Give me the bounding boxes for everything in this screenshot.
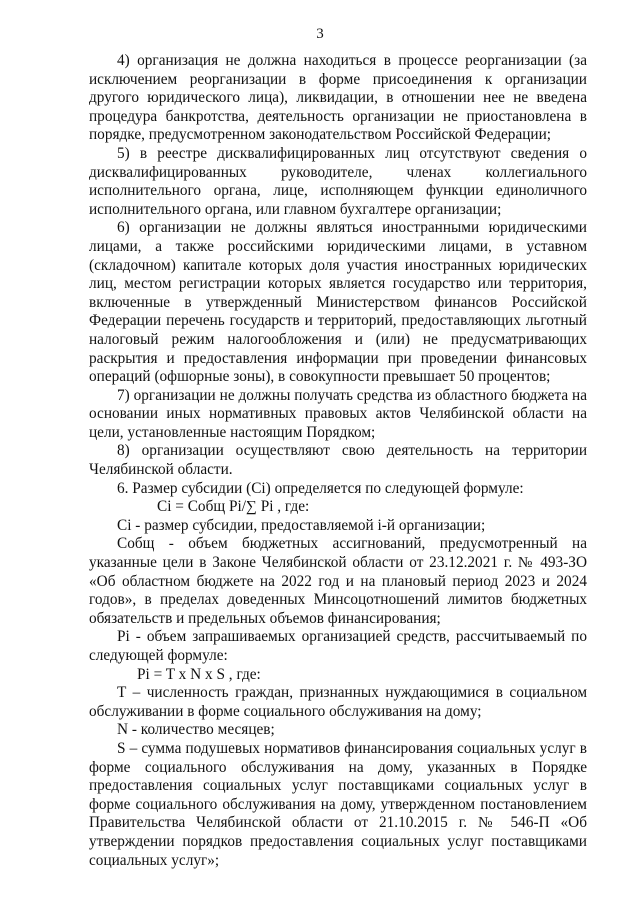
paragraph-condition-7: 7) организации не должны получать средства из областного бюджета на основании иных нормативных правовых актов Челябинской области на цели, установленные настоящим Порядком; <box>89 386 587 441</box>
paragraph-subsidy-size: 6. Размер субсидии (Ci) определяется по следующей формуле: <box>117 479 524 497</box>
page-number: 3 <box>316 26 324 42</box>
formula-subsidy: Ci = Cобщ Pi/∑ Pi , где: <box>157 498 310 516</box>
paragraph-condition-8: 8) организации осуществляют свою деятельность на территории Челябинской области. <box>89 442 587 479</box>
document-body <box>89 52 587 870</box>
definition-pi: Pi - объем запрашиваемых организацией средств, рассчитываемый по следующей формуле: <box>89 628 587 664</box>
definition-cobsh: Cобщ - объем бюджетных ассигнований, предусмотренный на указанные цели в Законе Челябинской области от 23.12.2021 г. № 493-ЗО «Об областном бюджете на 2022 год и на плановый период 2023 и 2024 годов», в пределах доведенных Минсоцотношений лимитов бюджетных обязательств и предельных объемов финансирования; <box>89 535 587 627</box>
definition-t: T – численность граждан, признанных нуждающимися в социальном обслуживании в форме социального обслуживания на дому; <box>89 684 587 720</box>
definition-s: S – сумма подушевых нормативов финансирования социальных услуг в форме социального обслуживания на дому, указанных в Порядке предоставления социальных услуг поставщиками социальных услуг в форме социального обслуживания на дому, утвержденном постановлением Правительства Челябинской области от 21.10.2015 г. № 546-П «Об утверждении порядков предоставления социальных услуг поставщиками социальных услуг»; <box>89 739 587 869</box>
paragraph-condition-6: 6) организации не должны являться иностранными юридическими лицами, а также российскими юридическими лицами, в уставном (складочном) капитале которых доля участия иностранных юридических лиц, местом регистрации которых является государство или территория, включенные в утвержденный Министерством финансов Российской Федерации перечень государств и территорий, предоставляющих льготный налоговый режим налогообложения и (или) не предусматривающих раскрытия и предоставления информации при проведении финансовых операций (офшорные зоны), в совокупности превышает 50 процентов; <box>89 219 587 386</box>
formula-pi: Pi = T x N x S , где: <box>137 665 261 683</box>
definition-n: N - количество месяцев; <box>117 721 275 739</box>
definition-ci: Ci - размер субсидии, предоставляемой i-й организации; <box>117 516 486 534</box>
paragraph-condition-4: 4) организация не должна находиться в процессе реорганизации (за исключением реорганизации в форме присоединения к организации другого юридического лица), ликвидации, в отношении нее не введена процедура банкротства, деятельность организации не приостановлена в порядке, предусмотренном законодательством Российской Федерации; <box>89 52 587 144</box>
paragraph-condition-5: 5) в реестре дисквалифицированных лиц отсутствуют сведения о дисквалифицированных руководителе, членах коллегиального исполнительного органа, лице, исполняющем функции единоличного исполнительного органа, или главном бухгалтере организации; <box>89 144 587 218</box>
